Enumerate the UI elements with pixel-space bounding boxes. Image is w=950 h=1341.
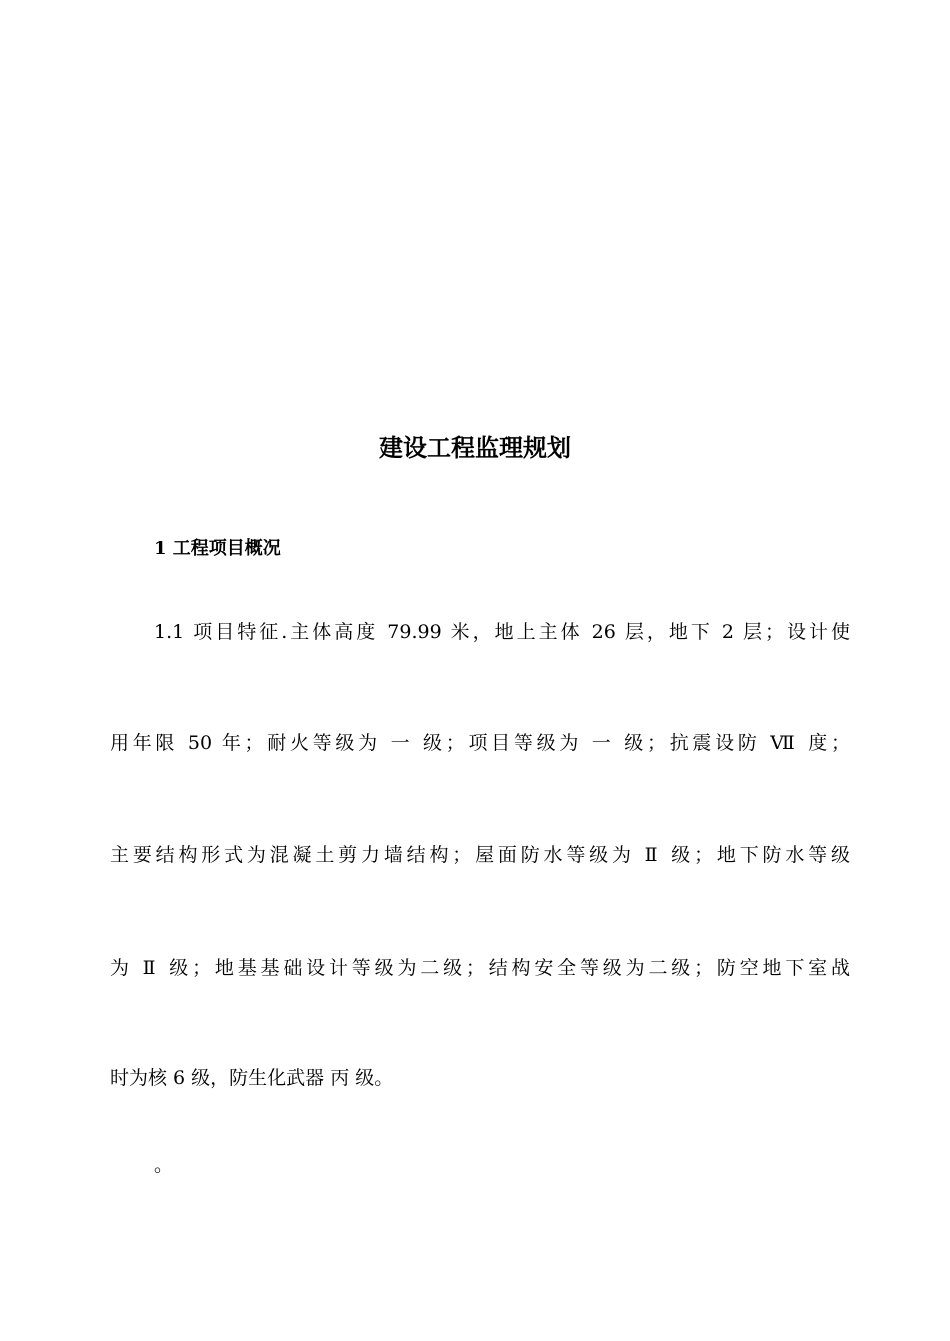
paragraph-line-3: 主要结构形式为混凝土剪力墙结构；屋面防水等级为 Ⅱ 级；地下防水等级 [110, 844, 850, 866]
section-heading: 1 工程项目概况 [154, 538, 281, 559]
paragraph-line-1: 1.1 项目特征.主体高度 79.99 米，地上主体 26 层，地下 2 层；设计使 [154, 621, 850, 643]
document-title: 建设工程监理规划 [379, 433, 571, 462]
paragraph-line-5: 时为核 6 级，防生化武器 丙 级。 [110, 1067, 394, 1089]
stray-punctuation: 。 [154, 1154, 174, 1176]
paragraph-line-2: 用年限 50 年；耐火等级为 一 级；项目等级为 一 级；抗震设防 Ⅶ 度； [110, 732, 850, 754]
paragraph-line-4: 为 Ⅱ 级；地基基础设计等级为二级；结构安全等级为二级；防空地下室战 [110, 957, 850, 979]
